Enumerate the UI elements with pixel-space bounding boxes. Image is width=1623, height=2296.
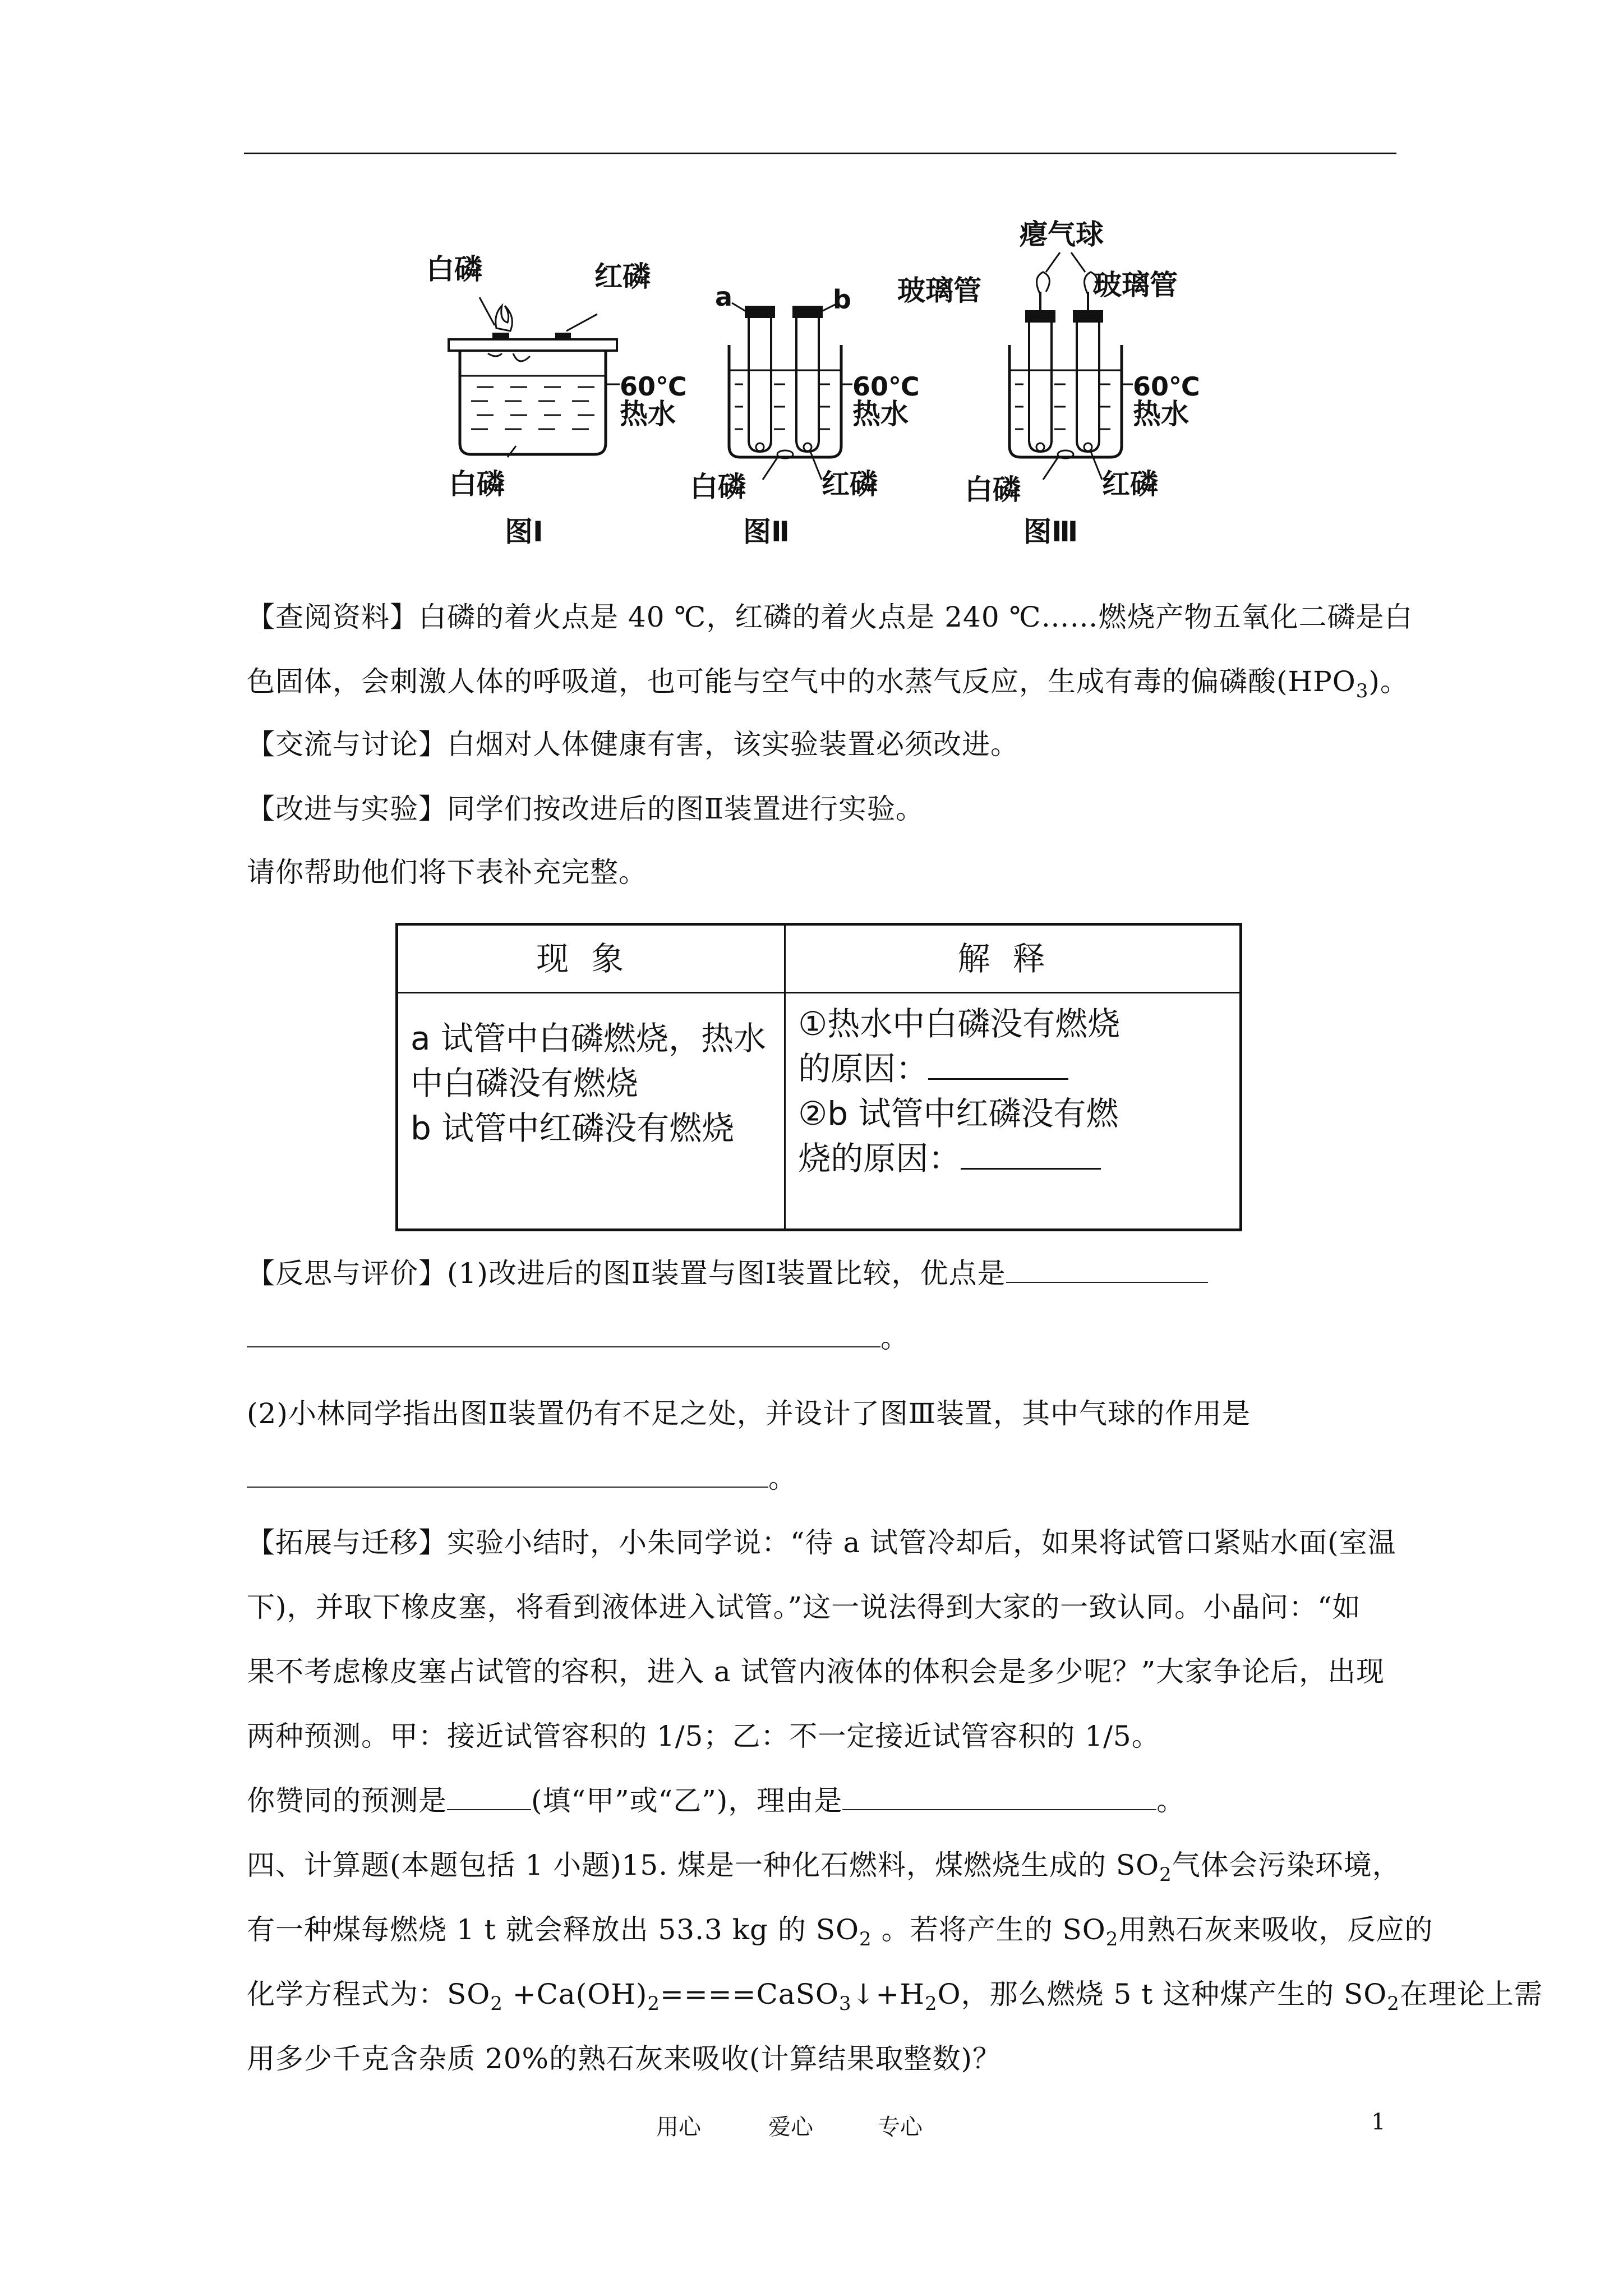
para-research-line2-end: )。: [1368, 665, 1409, 698]
figure-2: [690, 282, 920, 548]
equation-part-4: ↓+H: [851, 1978, 925, 2010]
equation-part-5: O，那么燃烧 5 t 这种煤产生的 SO: [937, 1978, 1387, 2010]
answer-blank-1[interactable]: [928, 1050, 1068, 1080]
fig3-label-tube-right: 玻璃管: [1094, 269, 1178, 301]
calc-line1-pre: 四、计算题(本题包括 1 小题)15. 煤是一种化石燃料，煤燃烧生成的 SO: [247, 1849, 1160, 1881]
fig1-label-water: 热水: [620, 398, 676, 430]
answer-blank-6[interactable]: [842, 1784, 1156, 1810]
fig3-label-tube-left: 玻璃管: [897, 274, 981, 307]
fig1-label-white-bottom: 白磷: [449, 468, 505, 500]
answer-blank-5[interactable]: [447, 1784, 531, 1810]
para-research-line2: [247, 665, 1409, 708]
so2-subscript-3: 2: [1105, 1928, 1119, 1950]
explanation-line-3: ②b 试管中红磷没有燃: [798, 1094, 1119, 1133]
equation-part-3: ====CaSO: [660, 1978, 839, 2010]
calc-line1-post: 气体会污染环境，: [1172, 1849, 1401, 1881]
para-research-line2-text: 色固体，会刺激人体的呼吸道，也可能与空气中的水蒸气反应，生成有毒的偏磷酸(HPO: [247, 665, 1356, 698]
phenomenon-line-1: a 试管中白磷燃烧，热水: [411, 1019, 766, 1057]
so2-subscript-5: 2: [1387, 1993, 1400, 2015]
para-extension-line1: 【拓展与迁移】实验小结时，小朱同学说：“待 a 试管冷却后，如果将试管口紧贴水面(室温: [247, 1526, 1396, 1559]
fig2-label-red: 红磷: [822, 468, 878, 500]
answer-blank-2[interactable]: [961, 1140, 1101, 1170]
fig1-caption: 图Ⅰ: [505, 516, 543, 548]
fig1-label-white-top: 白磷: [426, 253, 482, 286]
figure-3: [897, 218, 1200, 548]
caoh2-subscript: 2: [647, 1993, 660, 2015]
fig2-caption: 图Ⅱ: [743, 516, 790, 548]
cell-phenomenon: [397, 993, 785, 1230]
phenomenon-line-2: 中白磷没有燃烧: [411, 1064, 639, 1102]
para-reflection-2: (2)小林同学指出图Ⅱ装置仍有不足之处，并设计了图Ⅲ装置，其中气球的作用是: [247, 1397, 1251, 1430]
observation-table: [395, 923, 1242, 1231]
fig2-label-white: 白磷: [690, 471, 746, 503]
fig1-label-red: 红磷: [594, 260, 651, 293]
calc-line2-post: 用熟石灰来吸收，反应的: [1118, 1913, 1433, 1946]
calc-line3: [247, 1977, 1543, 2021]
h2o-subscript: 2: [924, 1993, 938, 2015]
phenomenon-line-3: b 试管中红磷没有燃烧: [411, 1109, 735, 1147]
header-explanation: 解释: [785, 924, 1241, 993]
explanation-line-4: [798, 1136, 1227, 1181]
para-reflection-1: [247, 1257, 1208, 1290]
para-prediction-mid: (填“甲”或“乙”)，理由是: [531, 1784, 843, 1817]
answer-blank-3[interactable]: [1006, 1257, 1208, 1283]
calc-line2-mid: 。若将产生的 SO: [872, 1913, 1106, 1946]
page-number: 1: [1371, 2109, 1386, 2135]
calc-line4: 用多少千克含杂质 20%的熟石灰来吸收(计算结果取整数)？: [247, 2042, 1002, 2075]
para-reflection-2-end: 。: [768, 1462, 797, 1494]
explanation-line-4-text: 烧的原因：: [798, 1139, 961, 1177]
para-extension-line3: 果不考虑橡皮塞占试管的容积，进入 a 试管内液体的体积会是多少呢？”大家争论后，出现: [247, 1655, 1385, 1688]
explanation-line-1: ①热水中白磷没有燃烧: [798, 1005, 1121, 1043]
para-prediction: [247, 1784, 1185, 1818]
fig1-label-temp: 60℃: [620, 371, 687, 402]
caso3-subscript: 3: [838, 1993, 852, 2015]
para-reflection-1-cont: [247, 1321, 909, 1355]
para-instruction: 请你帮助他们将下表补充完整。: [247, 856, 647, 889]
equation-part-1: 化学方程式为：SO: [247, 1978, 491, 2010]
explanation-line-2: [798, 1046, 1227, 1091]
para-prediction-pre: 你赞同的预测是: [247, 1784, 447, 1817]
fig3-label-water: 热水: [1133, 398, 1189, 430]
equation-part-6: 在理论上需: [1399, 1978, 1543, 2010]
figure-1: [426, 253, 687, 548]
fig2-label-water: 热水: [852, 398, 909, 430]
fig3-label-balloon: 瘪气球: [1020, 218, 1104, 251]
header-phenomenon: 现象: [397, 924, 785, 993]
para-prediction-end: 。: [1156, 1784, 1186, 1817]
calc-line2: [247, 1913, 1433, 1956]
fig3-caption: 图Ⅲ: [1023, 516, 1078, 548]
so2-subscript-2: 2: [859, 1928, 872, 1950]
answer-blank-4[interactable]: [247, 1462, 768, 1488]
para-reflection-1-end: 。: [880, 1322, 909, 1354]
para-extension-line4: 两种预测。甲：接近试管容积的 1/5；乙：不一定接近试管容积的 1/5。: [247, 1720, 1160, 1752]
so2-subscript-1: 2: [1159, 1864, 1172, 1886]
so2-subscript-4: 2: [490, 1993, 503, 2015]
fig2-label-temp: 60℃: [852, 371, 920, 402]
calc-line2-pre: 有一种煤每燃烧 1 t 就会释放出 53.3 kg 的 SO: [247, 1913, 860, 1946]
fig2-label-a: a: [715, 282, 733, 312]
explanation-line-2-text: 的原因：: [798, 1050, 929, 1088]
fig3-label-white: 白磷: [965, 473, 1021, 506]
para-research-line1: 【查阅资料】白磷的着火点是 40 ℃，红磷的着火点是 240 ℃……燃烧产物五氧化二磷是白: [247, 601, 1413, 633]
para-improvement: 【改进与实验】同学们按改进后的图Ⅱ装置进行实验。: [247, 793, 924, 825]
equation-part-2: +Ca(OH): [502, 1978, 648, 2010]
calc-line1: [247, 1848, 1401, 1892]
footer-right: 专心: [878, 2114, 923, 2140]
hpo3-subscript: 3: [1355, 680, 1369, 702]
para-discussion: 【交流与讨论】白烟对人体健康有害，该实验装置必须改进。: [247, 728, 1019, 761]
para-reflection-1-text: 【反思与评价】(1)改进后的图Ⅱ装置与图Ⅰ装置比较，优点是: [247, 1257, 1006, 1290]
fig3-label-temp: 60℃: [1133, 371, 1200, 402]
answer-blank-3-cont[interactable]: [247, 1322, 880, 1347]
para-extension-line2: 下)，并取下橡皮塞，将看到液体进入试管。”这一说法得到大家的一致认同。小晶问：“如: [247, 1591, 1361, 1623]
cell-explanation: [785, 993, 1241, 1230]
fig2-label-b: b: [833, 284, 851, 315]
header-rule: [244, 153, 1396, 154]
footer-left: 用心: [656, 2114, 701, 2140]
fig3-label-red: 红磷: [1102, 468, 1158, 500]
para-reflection-2-cont: [247, 1461, 797, 1495]
apparatus-figure: [404, 216, 1223, 564]
footer-mid: 爱心: [768, 2114, 813, 2140]
